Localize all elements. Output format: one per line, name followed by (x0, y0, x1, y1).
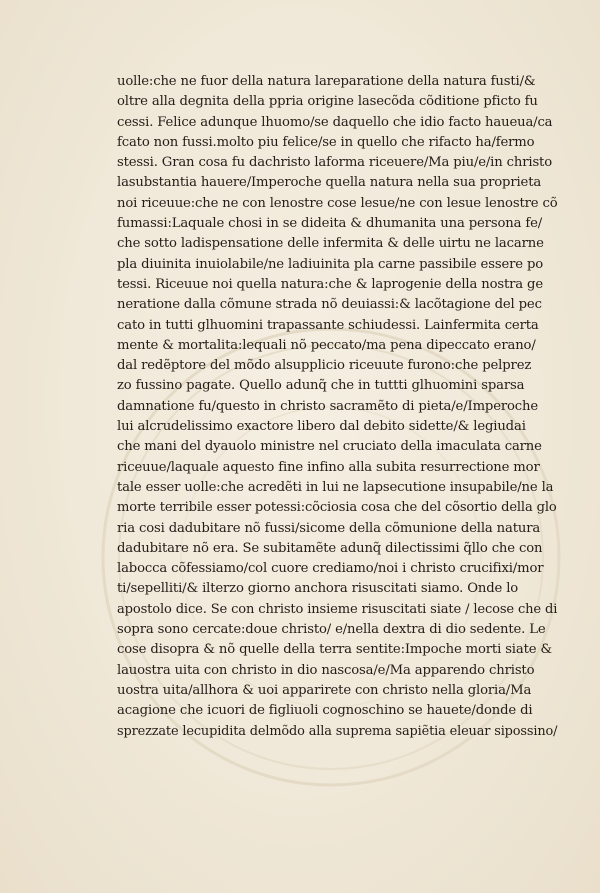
text-line: che sotto ladispensatione delle infermita & delle uirtu ne lacarne (117, 236, 544, 252)
text-line: sopra sono cercate:doue christo/ e/nella dextra di dio sedente. Le (117, 622, 546, 638)
text-line: noi riceuue:che ne con lenostre cose lesue/ne con lesue lenostre cõ (117, 195, 558, 211)
text-line: acagione che icuori de figliuoli cognoschino se hauete/donde di (117, 703, 533, 719)
text-line: tessi. Riceuue noi quella natura:che & laprogenie della nostra ge (117, 276, 544, 292)
text-line: lasubstantia hauere/Imperoche quella natura nella sua proprieta (117, 175, 542, 191)
text-line: oltre alla degnita della ppria origine lasecõda cõditione pficto fu (117, 94, 538, 110)
text-line: fumassi:Laquale chosi in se dideita & dhumanita una persona fe/ (117, 216, 543, 232)
text-line: ria cosi dadubitare nõ fussi/sicome della cõmunione della natura (117, 520, 541, 536)
text-line: dadubitare nõ era. Se subitamẽte adunq̃ dilectissimi q̃llo che con (117, 540, 543, 556)
text-line: uostra uita/allhora & uoi apparirete con christo nella gloria/Ma (117, 682, 532, 698)
text-line: lui alcrudelissimo exactore libero dal debito sidette/& legiudai (117, 419, 526, 435)
text-line: cessi. Felice adunque lhuomo/se daquello che idio facto haueua/ca (117, 114, 553, 130)
text-line: cose disopra & nõ quelle della terra sentite:Impoche morti siate & (117, 642, 553, 658)
text-line: uolle:che ne fuor della natura lareparatione della natura fusti/& (117, 74, 536, 89)
text-line: labocca cõfessiamo/col cuore crediamo/noi i christo crucifixi/mor (117, 561, 544, 577)
text-line: riceuue/laquale aquesto fine infino alla subita resurrectione mor (117, 459, 540, 475)
text-line: apostolo dice. Se con christo insieme risuscitati siate / lecose che di (117, 601, 558, 617)
document-text (117, 72, 557, 742)
text-line: che mani del dyauolo ministre nel cruciato della imaculata carne (117, 439, 542, 455)
text-line: lauostra uita con christo in dio nascosa/e/Ma apparendo christo (117, 662, 535, 678)
text-line: mente & mortalita:lequali nõ peccato/ma pena dipeccato erano/ (117, 337, 536, 353)
text-line: dal redẽptore del mõdo alsupplicio riceuute furono:che pelprez (117, 358, 532, 374)
text-line: tale esser uolle:che acredẽti in lui ne lapsecutione insupabile/ne la (117, 479, 554, 495)
text-line: stessi. Gran cosa fu dachristo laforma riceuere/Ma piu/e/in christo (117, 155, 552, 171)
text-line: sprezzate lecupidita delmõdo alla suprema sapiẽtia eleuar sipossino/ (117, 723, 558, 739)
text-line: cato in tutti glhuomini trapassante schiudessi. Lainfermita certa (117, 317, 539, 333)
text-line: pla diuinita inuiolabile/ne ladiuinita pla carne passibile essere po (117, 256, 544, 272)
text-line: zo fussino pagate. Quello adunq̃ che in tuttti glhuomini sparsa (117, 378, 525, 394)
text-line: neratione dalla cõmune strada nõ deuiassi:& lacõtagione del pec (117, 297, 542, 313)
text-line: damnatione fu/questo in christo sacramẽto di pieta/e/Imperoche (117, 398, 539, 414)
text-line: ti/sepelliti/& ilterzo giorno anchora risuscitati siamo. Onde lo (117, 581, 519, 597)
text-line: morte terribile esser potessi:cõciosia cosa che del cõsortio della glo (117, 500, 557, 516)
text-line: fcato non fussi.molto piu felice/se in quello che rifacto ha/fermo (117, 134, 535, 150)
